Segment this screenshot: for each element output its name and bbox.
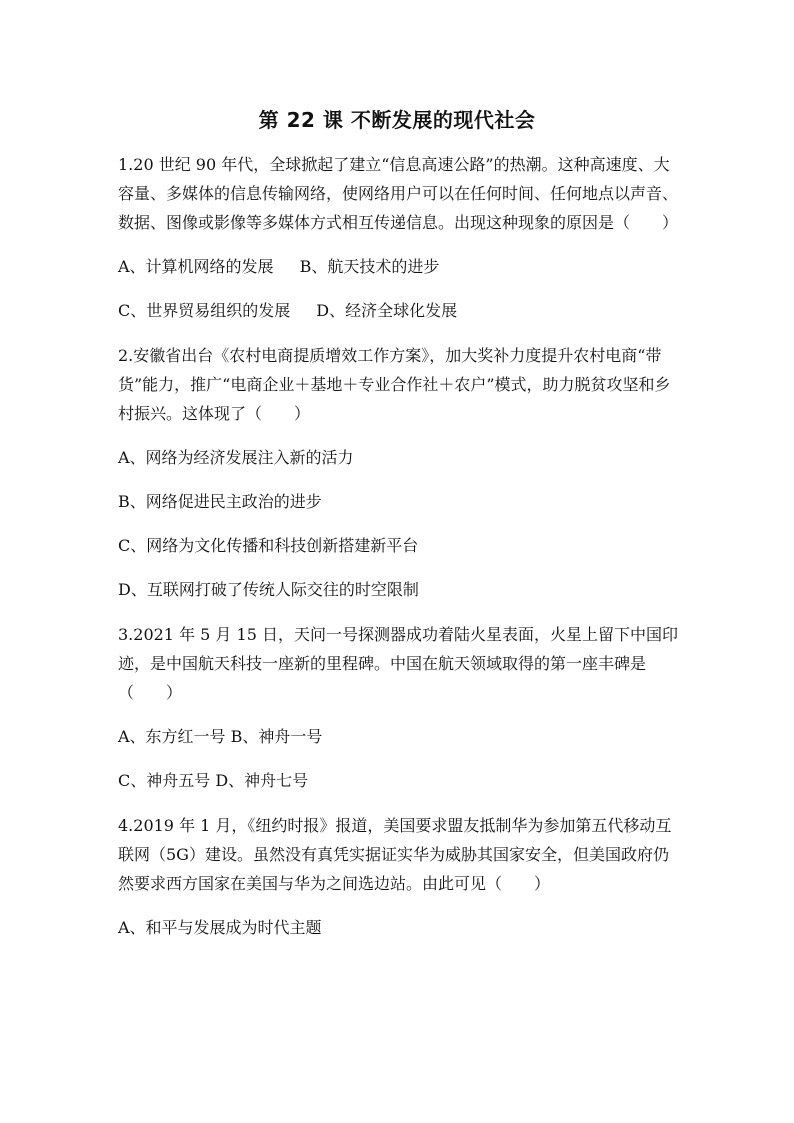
question-stem: 3.2021 年 5 月 15 日，天问一号探测器成功着陆火星表面，火星上留下中国印迹，是中国航天科技一座新的里程碑。中国在航天领域取得的第一座丰碑是（ ） [118, 625, 678, 702]
option-d: D、经济全球化发展 [316, 301, 458, 320]
question-stem: 2.安徽省出台《农村电商提质增效工作方案》，加大奖补力度提升农村电商“带货”能力，推广“电商企业＋基地＋专业合作社＋农户”模式，助力脱贫攻坚和乡村振兴。这体现了（ ） [118, 346, 671, 423]
option-a: A、网络为经济发展注入新的活力 [118, 448, 354, 467]
option-row [118, 252, 678, 281]
question-1 [118, 150, 678, 325]
option-row [118, 296, 678, 325]
question-stem: 1.20 世纪 90 年代，全球掀起了建立“信息高速公路”的热潮。这种高速度、大容量、多媒体的信息传输网络，使网络用户可以在任何时间、任何地点以声音、数据、图像或影像等多媒体方式相互传递信息。出现这种现象的原因是（ ） [118, 155, 679, 232]
option-row-ab: A、东方红一号 B、神舟一号 [118, 727, 323, 746]
option-d: D、互联网打破了传统人际交往的时空限制 [118, 580, 419, 599]
question-3 [118, 620, 678, 795]
option-c: C、网络为文化传播和科技创新搭建新平台 [118, 536, 419, 555]
option-a: A、计算机网络的发展 [118, 257, 274, 276]
question-list [118, 150, 678, 942]
option-c: C、世界贸易组织的发展 [118, 301, 291, 320]
question-stem: 4.2019 年 1 月，《纽约时报》报道，美国要求盟友抵制华为参加第五代移动互联网（5G）建设。虽然没有真凭实据证实华为威胁其国家安全，但美国政府仍然要求西方国家在美国与华为之间选边站。由此可见（ ） [118, 816, 672, 893]
question-2 [118, 341, 678, 604]
option-row-cd: C、神舟五号 D、神舟七号 [118, 771, 309, 790]
option-a: A、和平与发展成为时代主题 [118, 918, 322, 937]
option-b: B、网络促进民主政治的进步 [118, 492, 322, 511]
question-4 [118, 811, 678, 942]
option-b: B、航天技术的进步 [299, 257, 440, 276]
page-title: 第 22 课 不断发展的现代社会 [258, 108, 536, 132]
